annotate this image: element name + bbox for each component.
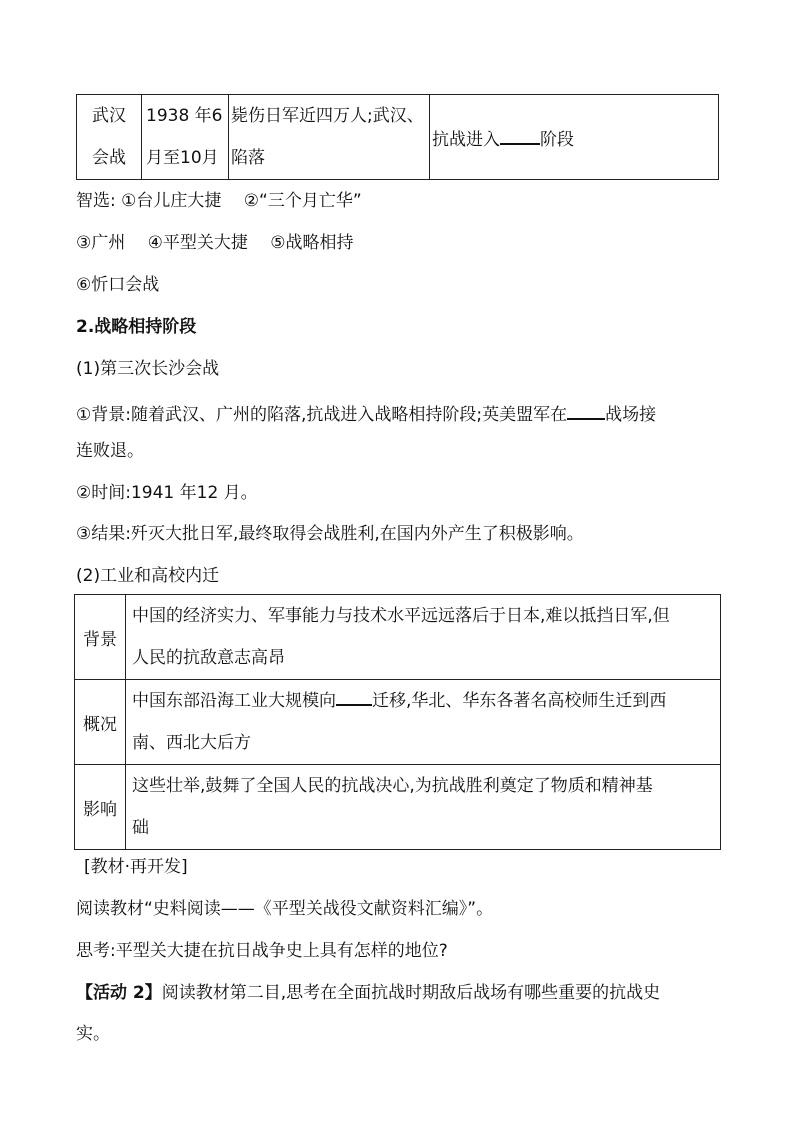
row-label: 背景 (83, 629, 117, 650)
section2-sub1: (1)第三次长沙会战 (76, 359, 220, 379)
row-label: 概况 (83, 714, 117, 735)
table-row (75, 680, 721, 765)
section2-background: ①背景:随着武汉、广州的陷落,抗战进入战略相持阶段;英美盟军在 战场接 (76, 400, 656, 426)
section2-sub2: (2)工业和高校内迁 (76, 566, 220, 586)
row-content-cell: 中国东部沿海工业大规模向 迁移,华北、华东各著名高校师生迁到西 南、西北大后方 (126, 680, 721, 765)
activity2 (76, 982, 660, 1004)
row-label-cell (75, 765, 126, 850)
significance-post: 阶段 (540, 129, 574, 150)
fill-blank[interactable] (567, 400, 605, 420)
textbook-think: 思考:平型关大捷在抗日战争史上具有怎样的地位? (76, 941, 448, 961)
row-label-cell (75, 680, 126, 765)
activity2-cont: 实。 (76, 1024, 110, 1044)
choices-line2: ③广州 ④平型关大捷 ⑤战略相持 (76, 233, 354, 253)
battle-result-line2: 陷落 (231, 148, 265, 168)
choices-line1: 智选: ①台儿庄大捷 ②“三个月亡华” (76, 191, 362, 211)
section2-result: ③结果:歼灭大批日军,最终取得会战胜利,在国内外产生了积极影响。 (76, 524, 584, 544)
significance-pre: 抗战进入 (432, 129, 500, 150)
textbook-read: 阅读教材“史料阅读——《平型关战役文献资料汇编》”。 (76, 899, 494, 919)
battle-significance-cell (430, 95, 719, 180)
table-row (75, 595, 721, 680)
table-row (75, 765, 721, 850)
battle-name-line1: 武汉 (92, 106, 126, 126)
battle-name-cell (77, 95, 142, 180)
section2-background-cont: 连败退。 (76, 441, 144, 461)
row-content-cell: 这些壮举,鼓舞了全国人民的抗战决心,为抗战胜利奠定了物质和精神基 础 (126, 765, 721, 850)
battle-result-cell (229, 95, 430, 180)
battle-time-cell (142, 95, 229, 180)
activity2-label: 【活动 2】 (76, 983, 162, 1003)
section2-title: 2.战略相持阶段 (76, 317, 197, 337)
textbook-heading: [教材·再开发] (84, 857, 188, 877)
activity2-text: 阅读教材第二目,思考在全面抗战时期敌后战场有哪些重要的抗战史 (161, 983, 661, 1003)
relocation-table (74, 594, 721, 850)
choices-line3: ⑥忻口会战 (76, 275, 160, 295)
fill-blank[interactable] (500, 125, 540, 145)
battle-result-line1: 毙伤日军近四万人;武汉、 (231, 106, 424, 126)
table-row (77, 95, 719, 180)
fill-blank[interactable] (336, 686, 372, 706)
battle-name-line2: 会战 (92, 148, 126, 168)
row-label: 影响 (83, 799, 117, 820)
battle-table (76, 94, 719, 180)
battle-time-line1: 1938 年6 (146, 106, 223, 126)
row-content-cell: 中国的经济实力、军事能力与技术水平远远落后于日本,难以抵挡日军,但 人民的抗敌意志高昂 (126, 595, 721, 680)
row-label-cell (75, 595, 126, 680)
section2-time: ②时间:1941 年12 月。 (76, 483, 258, 503)
battle-time-line2: 月至10月 (146, 148, 219, 168)
